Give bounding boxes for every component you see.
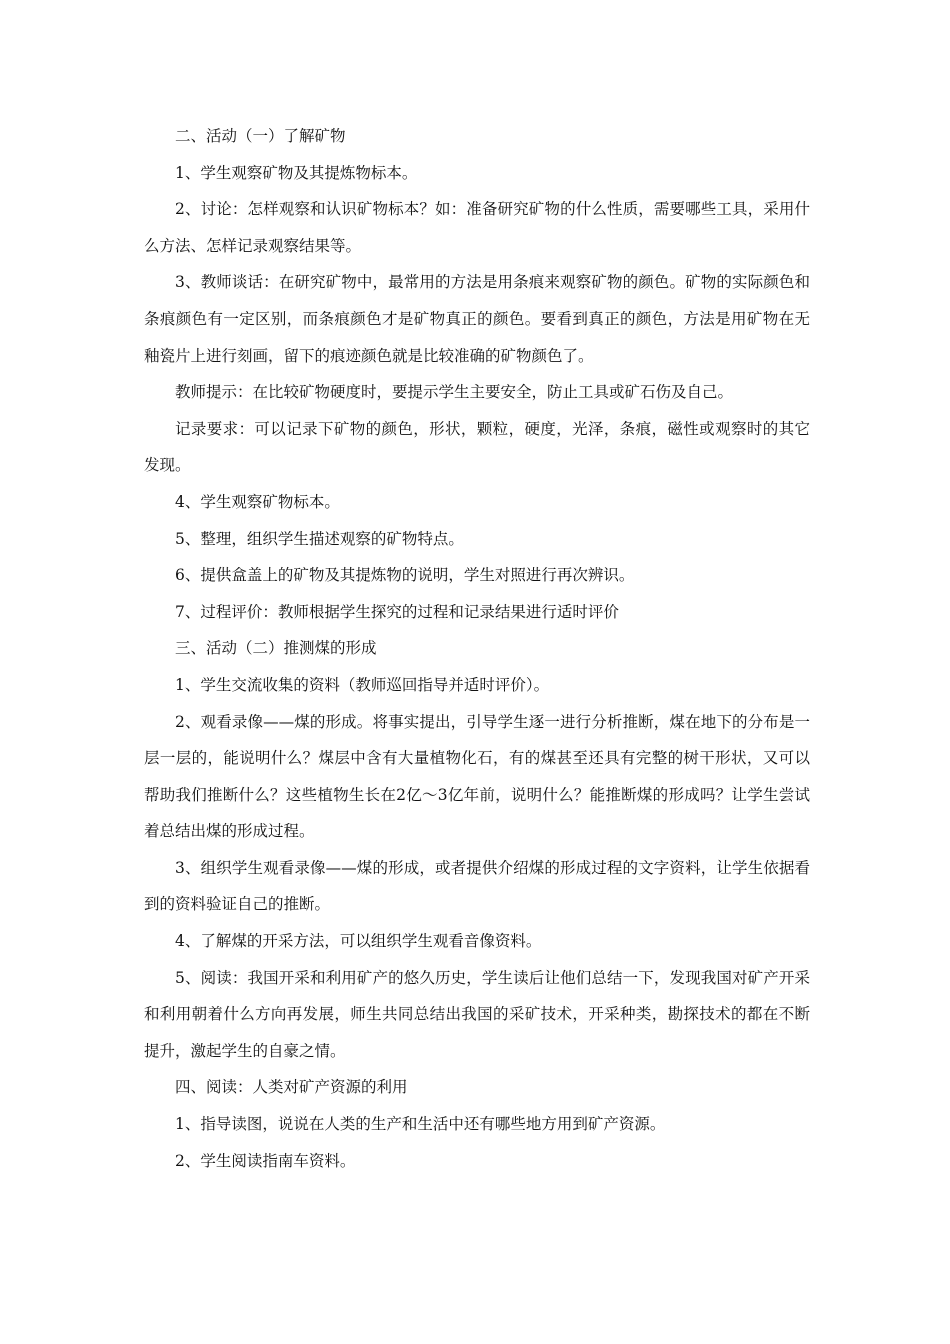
paragraph-1: 1、学生观察矿物及其提炼物标本。 <box>175 163 418 182</box>
paragraph-3: 3、教师谈话：在研究矿物中，最常用的方法是用条痕来观察矿物的颜色。矿物的实际颜色和条痕颜色有一定区别，而条痕颜色才是矿物真正的颜色。要看到真正的颜色，方法是用矿物在无釉瓷片上进行刻画，留下的痕迹颜色就是比较准确的矿物颜色了。 <box>144 273 810 365</box>
record-requirement: 记录要求：可以记录下矿物的颜色，形状，颗粒，硬度，光泽，条痕，磁性或观察时的其它发现。 <box>144 419 810 475</box>
paragraph-reading-2: 2、学生阅读指南车资料。 <box>175 1151 356 1170</box>
teacher-tip: 教师提示：在比较矿物硬度时，要提示学生主要安全，防止工具或矿石伤及自己。 <box>175 383 734 402</box>
paragraph-coal-3: 3、组织学生观看录像——煤的形成，或者提供介绍煤的形成过程的文字资料，让学生依据看到的资料验证自己的推断。 <box>144 858 810 914</box>
document-body <box>144 118 810 1179</box>
paragraph-2: 2、讨论：怎样观察和认识矿物标本？如：准备研究矿物的什么性质，需要哪些工具，采用什么方法、怎样记录观察结果等。 <box>144 200 810 255</box>
paragraph-coal-4: 4、了解煤的开采方法，可以组织学生观看音像资料。 <box>175 932 542 951</box>
section-heading-reading: 四、阅读：人类对矿产资源的利用 <box>175 1078 408 1097</box>
paragraph-reading-1: 1、指导读图，说说在人类的生产和生活中还有哪些地方用到矿产资源。 <box>175 1115 666 1134</box>
paragraph-6: 6、提供盒盖上的矿物及其提炼物的说明，学生对照进行再次辨识。 <box>175 566 635 585</box>
paragraph-4: 4、学生观察矿物标本。 <box>175 492 340 511</box>
paragraph-coal-1: 1、学生交流收集的资料（教师巡回指导并适时评价）。 <box>175 675 550 694</box>
section-heading-activity-two: 三、活动（二）推测煤的形成 <box>175 639 377 658</box>
paragraph-coal-2: 2、观看录像——煤的形成。将事实提出，引导学生逐一进行分析推断，煤在地下的分布是一层一层的，能说明什么？煤层中含有大量植物化石，有的煤甚至还具有完整的树干形状，又可以帮助我们推断什么？这些植物生长在2亿～3亿年前，说明什么？能推断煤的形成吗？让学生尝试着总结出煤的形成过程。 <box>144 712 810 841</box>
paragraph-coal-5: 5、阅读：我国开采和利用矿产的悠久历史，学生读后让他们总结一下，发现我国对矿产开采和利用朝着什么方向再发展，师生共同总结出我国的采矿技术，开采种类，勘探技术的都在不断提升，激起学生的自豪之情。 <box>144 968 810 1060</box>
section-heading-activity-one: 二、活动（一）了解矿物 <box>175 127 346 145</box>
paragraph-5: 5、整理，组织学生描述观察的矿物特点。 <box>175 529 464 548</box>
paragraph-7: 7、过程评价：教师根据学生探究的过程和记录结果进行适时评价 <box>175 602 619 621</box>
